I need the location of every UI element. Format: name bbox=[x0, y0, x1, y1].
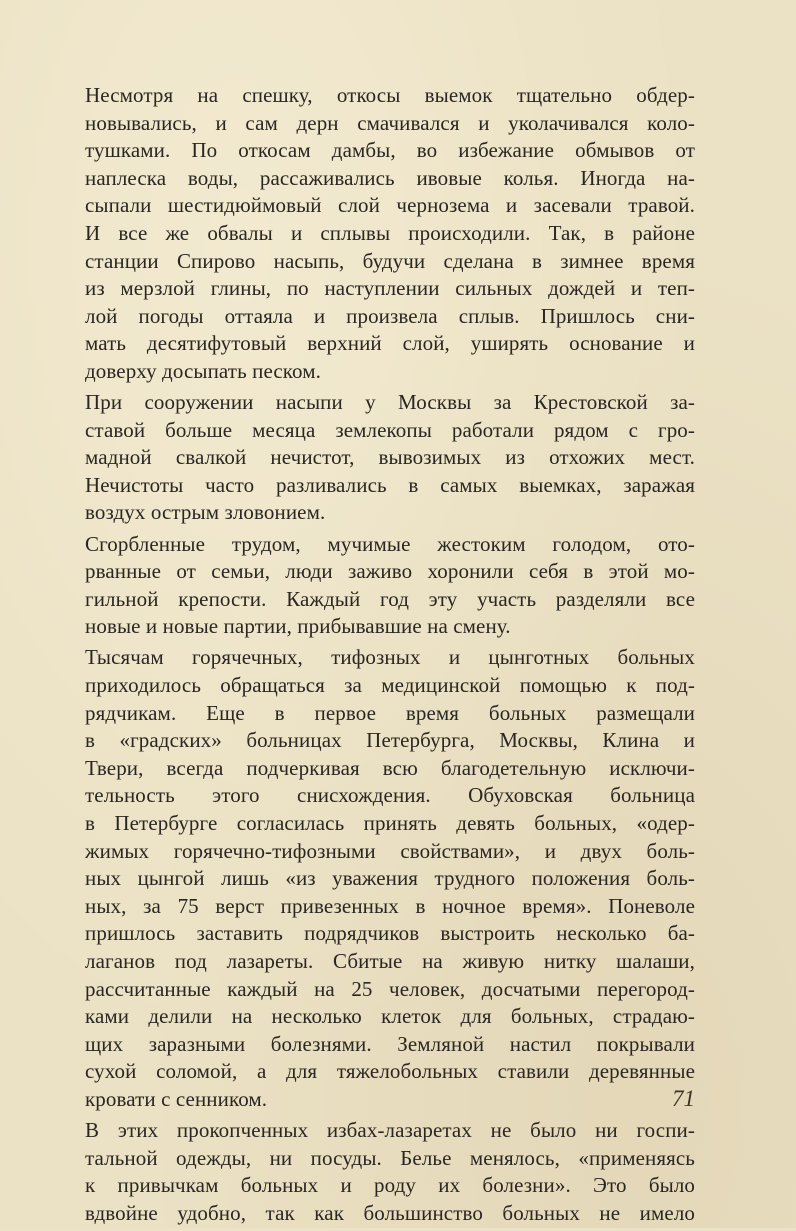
paragraph bbox=[85, 82, 695, 386]
text-line: рассчитанные каждый на 25 человек, досчатыми перегород- bbox=[85, 976, 695, 1001]
text-line: вдвойне удобно, так как большинство больных не имело bbox=[85, 1200, 695, 1225]
text-line: Несмотря на спешку, откосы выемок тщательно обдер- bbox=[85, 83, 695, 107]
text-line: наплеска воды, рассаживались ивовые колья. Иногда на- bbox=[85, 165, 695, 190]
text-line: сыпали шестидюймовый слой чернозема и засевали травой. bbox=[85, 193, 695, 218]
paragraph bbox=[85, 531, 695, 641]
text-line: в «градских» больницах Петербурга, Москвы, Клина и bbox=[85, 728, 695, 753]
text-line: доверху досыпать песком. bbox=[85, 358, 321, 383]
text-line: в Петербурге согласилась принять девять больных, «одер- bbox=[85, 810, 695, 835]
paragraph bbox=[85, 389, 695, 527]
text-line: пришлось заставить подрядчиков выстроить несколько ба- bbox=[85, 921, 695, 946]
body-text bbox=[85, 82, 695, 1231]
text-line: ных цынгой лишь «из уважения трудного положения боль- bbox=[85, 866, 695, 891]
text-line: тельность этого снисхождения. Обуховская больница bbox=[85, 783, 695, 808]
text-line: Тысячам горячечных, тифозных и цынготных больных bbox=[85, 645, 695, 670]
text-line: мать десятифутовый верхний слой, уширять основание и bbox=[85, 331, 695, 356]
text-line: ками делили на несколько клеток для больных, страдаю- bbox=[85, 1004, 695, 1029]
text-line: Нечистоты часто разливались в самых выемках, заражая bbox=[85, 472, 695, 497]
text-line: лаганов под лазареты. Сбитые на живую нитку шалаши, bbox=[85, 948, 695, 973]
text-line: приходилось обращаться за медицинской помощью к под- bbox=[85, 672, 695, 697]
text-line: При сооружении насыпи у Москвы за Крестовской за- bbox=[85, 390, 695, 415]
text-line: воздух острым зловонием. bbox=[85, 500, 326, 525]
paragraph bbox=[85, 644, 695, 1113]
text-line: рванные от семьи, люди заживо хоронили себя в этой мо- bbox=[85, 559, 695, 584]
text-line: щих заразными болезнями. Земляной настил покрывали bbox=[85, 1031, 695, 1056]
text-line: ных, за 75 верст привезенных в ночное время». Поневоле bbox=[85, 893, 695, 918]
text-line: мадной свалкой нечистот, вывозимых из отхожих мест. bbox=[85, 445, 695, 470]
text-line: сухой соломой, а для тяжелобольных ставили деревянные bbox=[85, 1059, 695, 1084]
text-line: лой погоды оттаяла и произвела сплыв. Пришлось сни- bbox=[85, 303, 695, 328]
text-line: Твери, всегда подчеркивая всю благодетельную исключи- bbox=[85, 755, 695, 780]
text-line: из мерзлой глины, по наступлении сильных дождей и теп- bbox=[85, 276, 695, 301]
text-line: гильной крепости. Каждый год эту участь разделяли все bbox=[85, 586, 695, 611]
text-line: И все же обвалы и сплывы происходили. Так, в районе bbox=[85, 220, 695, 245]
text-line: жимых горячечно-тифозными свойствами», и двух боль- bbox=[85, 838, 695, 863]
text-line: новые и новые партии, прибывавшие на смену. bbox=[85, 614, 511, 639]
text-line: рядчикам. Еще в первое время больных размещали bbox=[85, 700, 695, 725]
text-line: тушками. По откосам дамбы, во избежание обмывов от bbox=[85, 138, 695, 163]
text-line: станции Спирово насыпь, будучи сделана в зимнее время bbox=[85, 248, 695, 273]
text-line: кровати с сенником. bbox=[85, 1086, 268, 1111]
text-line: новывались, и сам дерн смачивался и уколачивался коло- bbox=[85, 110, 695, 135]
text-line: тальной одежды, ни посуды. Белье менялось, «применяясь bbox=[85, 1145, 695, 1170]
page-number: 71 bbox=[672, 1086, 695, 1111]
text-line: к привычкам больных и роду их болезни». Это было bbox=[85, 1173, 695, 1198]
paragraph bbox=[85, 1117, 695, 1227]
text-line: В этих прокопченных избах-лазаретах не было ни госпи- bbox=[85, 1117, 695, 1142]
text-line: ставой больше месяца землекопы работали рядом с гро- bbox=[85, 417, 695, 442]
text-line: Сгорбленные трудом, мучимые жестоким голодом, ото- bbox=[85, 531, 695, 556]
